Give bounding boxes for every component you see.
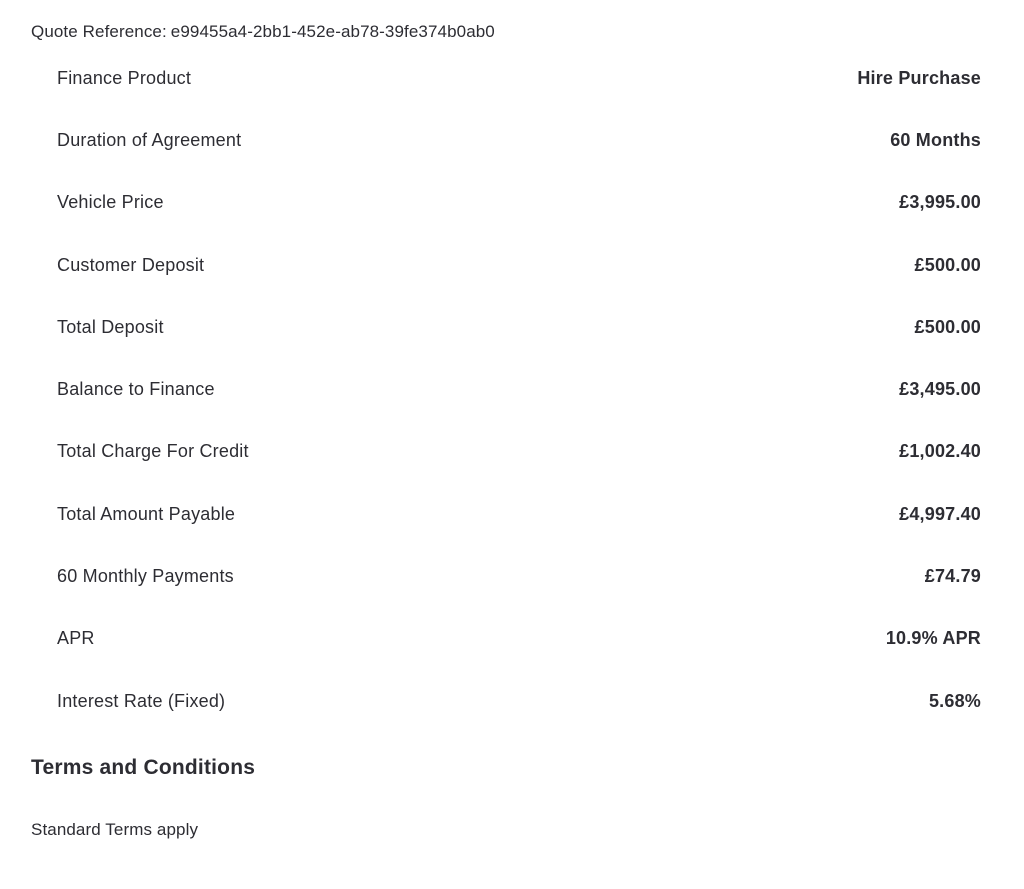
row-label-total-deposit: Total Deposit <box>57 316 164 337</box>
table-row <box>57 296 981 358</box>
table-row <box>57 608 981 670</box>
row-value-total-deposit: £500.00 <box>914 316 981 337</box>
terms-and-conditions-body: Standard Terms apply <box>31 820 199 840</box>
row-label-monthly-payments: 60 Monthly Payments <box>57 566 234 587</box>
terms-and-conditions-heading: Terms and Conditions <box>31 756 256 780</box>
table-row <box>57 358 981 420</box>
row-value-total-charge-for-credit: £1,002.40 <box>899 441 981 462</box>
row-value-finance-product: Hire Purchase <box>857 67 981 88</box>
row-label-total-charge-for-credit: Total Charge For Credit <box>57 441 249 462</box>
row-label-finance-product: Finance Product <box>57 67 192 88</box>
table-row <box>57 421 981 483</box>
table-row <box>57 483 981 545</box>
table-row <box>57 172 981 234</box>
row-label-total-amount-payable: Total Amount Payable <box>57 503 236 524</box>
table-row <box>57 47 981 109</box>
row-value-interest-rate-fixed: 5.68% <box>928 690 981 711</box>
table-row <box>57 545 981 607</box>
row-value-balance-to-finance: £3,495.00 <box>899 379 981 400</box>
quote-reference-value: e99455a4-2bb1-452e-ab78-39fe374b0ab0 <box>170 22 495 41</box>
quote-reference-label: Quote Reference: <box>31 22 167 41</box>
row-label-customer-deposit: Customer Deposit <box>57 254 205 275</box>
row-value-apr: 10.9% APR <box>885 628 981 649</box>
table-row <box>57 670 981 732</box>
row-label-apr: APR <box>57 628 95 649</box>
row-value-vehicle-price: £3,995.00 <box>899 192 981 213</box>
row-value-duration-of-agreement: 60 Months <box>890 129 981 150</box>
row-label-balance-to-finance: Balance to Finance <box>57 379 215 400</box>
table-row <box>57 234 981 296</box>
row-label-interest-rate-fixed: Interest Rate (Fixed) <box>57 690 226 711</box>
row-value-customer-deposit: £500.00 <box>914 254 981 275</box>
row-label-vehicle-price: Vehicle Price <box>57 192 164 213</box>
row-value-monthly-payments: £74.79 <box>924 566 981 587</box>
row-label-duration-of-agreement: Duration of Agreement <box>57 129 242 150</box>
table-row <box>57 109 981 171</box>
quote-details-table <box>57 47 981 732</box>
row-value-total-amount-payable: £4,997.40 <box>899 503 981 524</box>
quote-reference <box>31 22 981 42</box>
